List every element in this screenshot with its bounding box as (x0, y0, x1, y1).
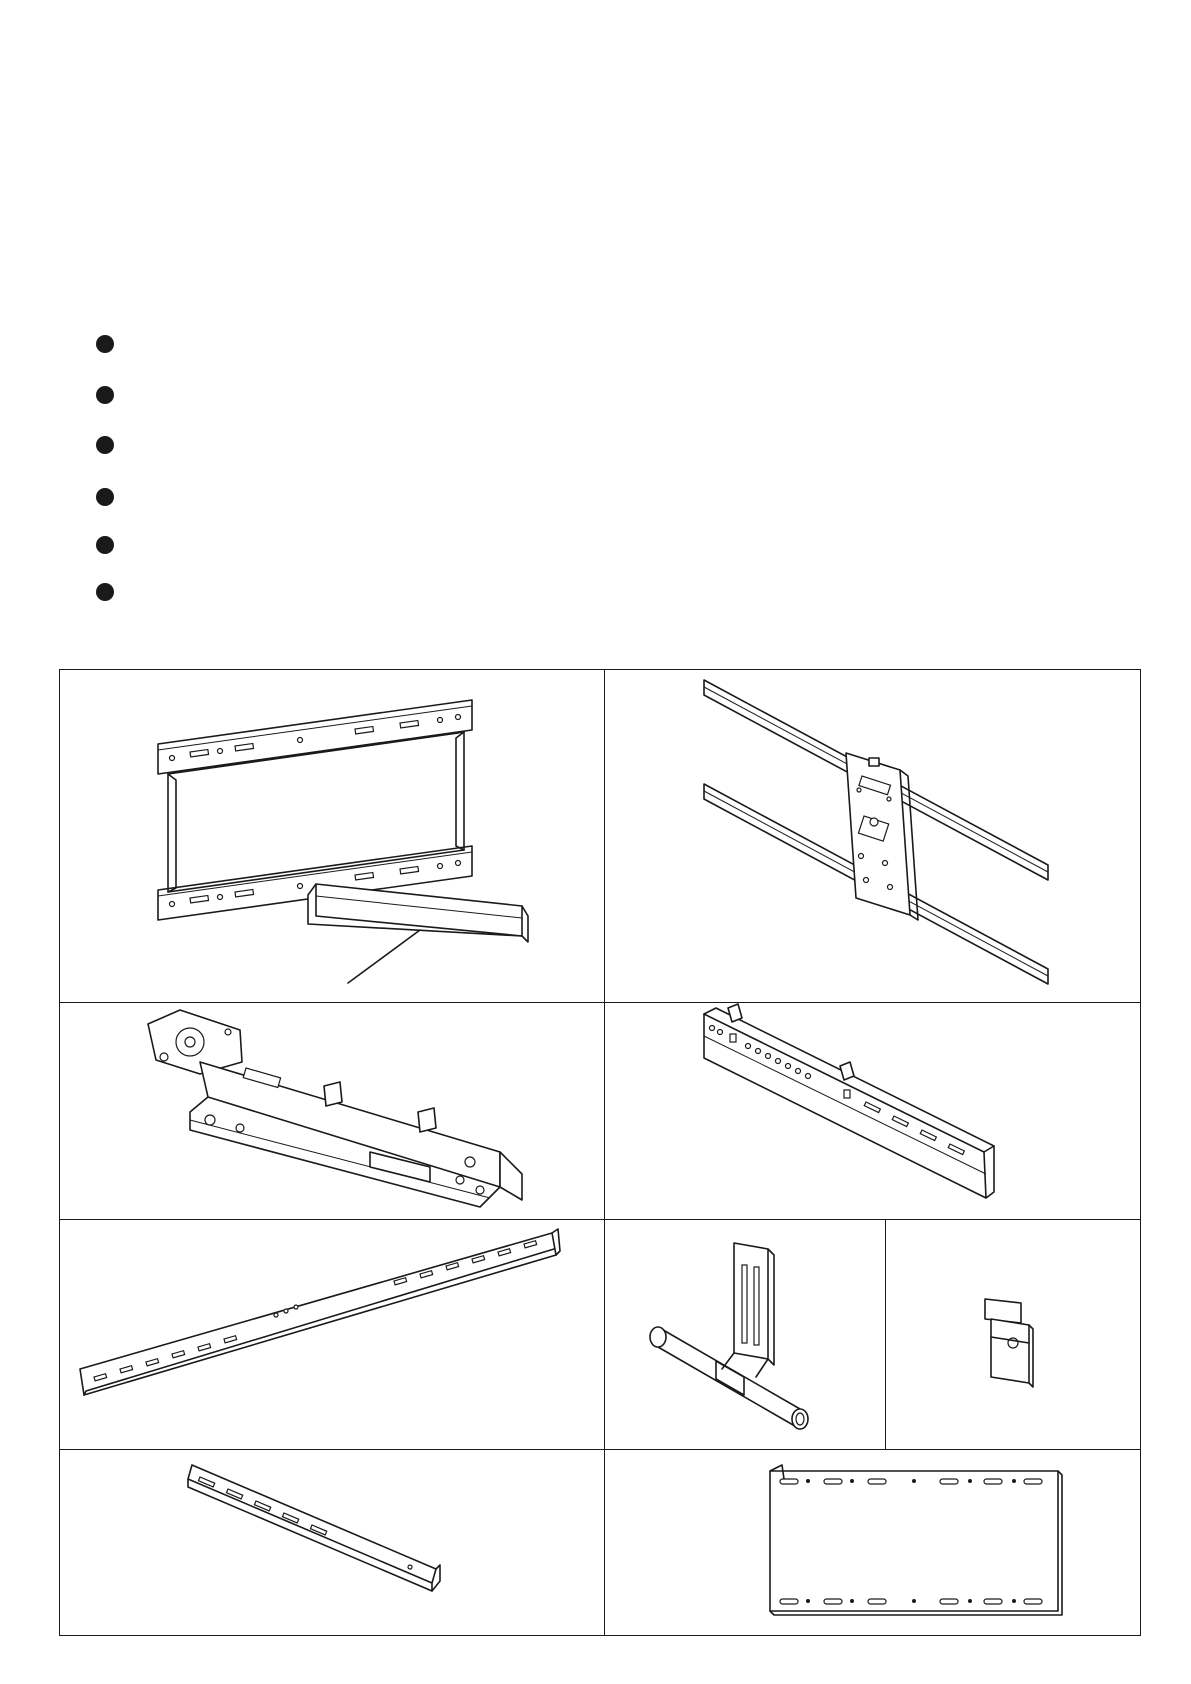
bullet-dot-icon (96, 583, 114, 601)
part-cell-perforated-rail (604, 1002, 1140, 1219)
tube-clamp-bracket-icon (604, 1219, 885, 1449)
part-cell-pivot-arm (60, 1002, 604, 1219)
wall-plate-with-cover-icon (60, 670, 604, 1002)
tv-interface-with-rails-icon (604, 670, 1140, 1002)
bullet-item (96, 534, 996, 556)
pivot-arm-assembly-icon (60, 1002, 604, 1219)
bullet-dot-icon (96, 488, 114, 506)
part-cell-slotted-plate (604, 1449, 1140, 1635)
bullet-dot-icon (96, 386, 114, 404)
bullet-dot-icon (96, 436, 114, 454)
part-cell-short-strap (60, 1449, 604, 1635)
part-cell-tube-clamp (604, 1219, 885, 1449)
bullet-dot-icon (96, 536, 114, 554)
small-hook-bracket-icon (885, 1219, 1140, 1449)
perforated-rail-icon (604, 1002, 1140, 1219)
long-slotted-rail-icon (60, 1219, 604, 1449)
bullet-item (96, 486, 996, 508)
bullet-item (96, 434, 996, 456)
short-slotted-strap-icon (60, 1449, 604, 1635)
part-cell-long-rail (60, 1219, 604, 1449)
bullet-item (96, 333, 996, 355)
bullet-item (96, 581, 996, 603)
part-cell-tv-interface (604, 670, 1140, 1002)
part-cell-wall-plate (60, 670, 604, 1002)
bullet-dot-icon (96, 335, 114, 353)
bullet-item (96, 384, 996, 406)
parts-grid (59, 669, 1141, 1636)
slotted-plate-icon (604, 1449, 1140, 1635)
part-cell-hook-bracket (885, 1219, 1140, 1449)
